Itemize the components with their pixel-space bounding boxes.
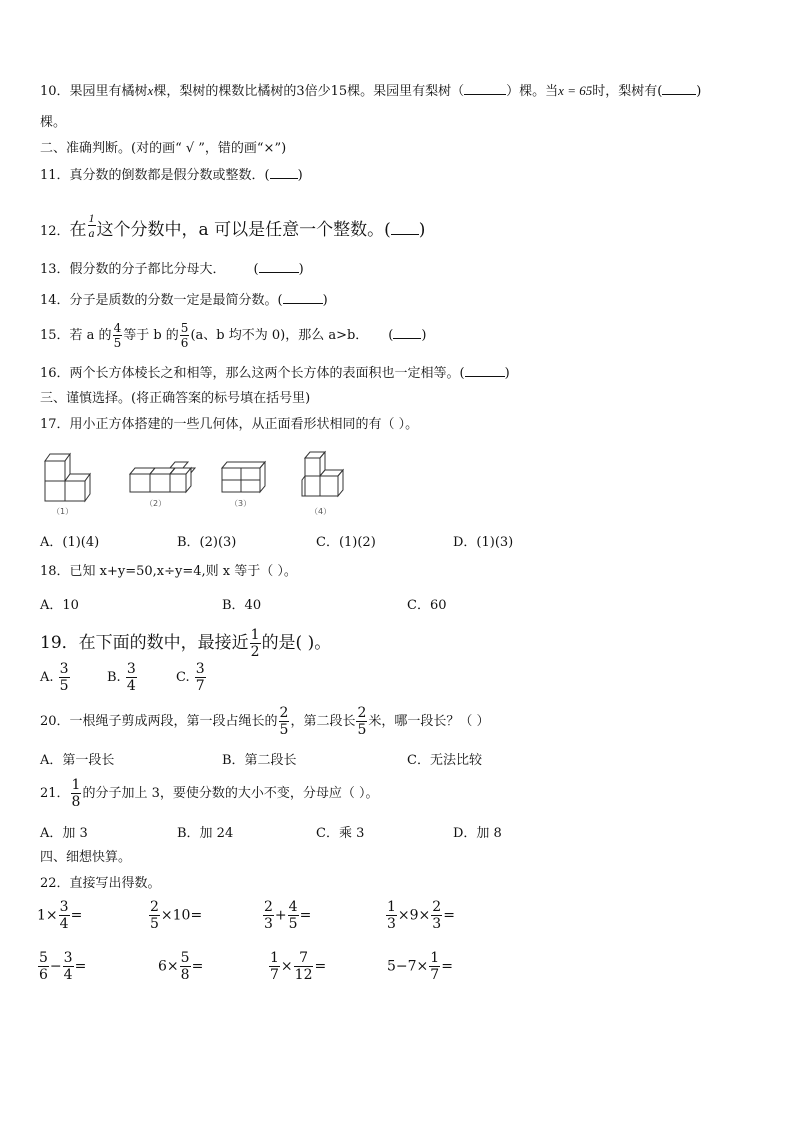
answer-blank[interactable] bbox=[393, 326, 421, 339]
answer-blank[interactable] bbox=[465, 364, 505, 377]
question-16: 16．两个长方体棱长之和相等，那么这两个长方体的表面积也一定相等。( ) bbox=[40, 366, 510, 381]
section-3-title: 三、谨慎选择。(将正确答案的标号填在括号里) bbox=[40, 391, 311, 406]
cube-figure-2 bbox=[130, 462, 195, 492]
expression-3: $\frac{2}{3}$ + $\frac{4}{5}$ = bbox=[264, 899, 312, 932]
option-a[interactable]: A. $\frac{3}{5}$ bbox=[40, 661, 69, 694]
expression-2: $\frac{2}{5}$ ×10= bbox=[150, 899, 203, 932]
option-c[interactable]: C．(1)(2) bbox=[316, 535, 376, 550]
expression-7: $\frac{1}{7}$ × $\frac{7}{12}$ = bbox=[270, 950, 327, 983]
answer-blank[interactable] bbox=[464, 82, 506, 95]
fraction-5-6: $\frac{5}{6}$ bbox=[180, 321, 189, 350]
answer-blank[interactable] bbox=[283, 291, 323, 304]
question-19: 19．在下面的数中，最接近 $\frac{1}{2}$ 的是( )。 bbox=[40, 627, 332, 660]
question-12: 12．在 $\frac{1}{a}$ 这个分数中，a 可以是任意一个整数。( ) bbox=[40, 211, 426, 240]
option-b[interactable]: B. $\frac{3}{4}$ bbox=[107, 661, 136, 694]
option-b[interactable]: B．第二段长 bbox=[222, 753, 297, 768]
option-a[interactable]: A．10 bbox=[40, 598, 79, 613]
figure-caption-2: （2） bbox=[145, 499, 167, 508]
option-b[interactable]: B．40 bbox=[222, 598, 262, 613]
fraction-2-5: $\frac{2}{5}$ bbox=[357, 705, 367, 738]
fraction-1-over-a: $\frac{1}{a}$ bbox=[88, 211, 95, 240]
section-4-title: 四、细想快算。 bbox=[40, 850, 132, 865]
question-10-cont: 棵。 bbox=[40, 115, 67, 130]
option-a[interactable]: A．第一段长 bbox=[40, 753, 115, 768]
expression-6: 6× $\frac{5}{8}$ = bbox=[158, 950, 204, 983]
question-14: 14．分子是质数的分数一定是最简分数。( ) bbox=[40, 293, 328, 308]
figure-caption-3: （3） bbox=[230, 499, 252, 508]
expression-1: 1× $\frac{3}{4}$ = bbox=[37, 899, 83, 932]
expression-5: $\frac{5}{6}$ − $\frac{3}{4}$ = bbox=[39, 950, 87, 983]
option-c[interactable]: C．乘 3 bbox=[316, 826, 365, 841]
expression-4: $\frac{1}{3}$ ×9× $\frac{2}{3}$ = bbox=[387, 899, 455, 932]
question-15: 15．若 a 的 $\frac{4}{5}$ 等于 b 的 $\frac{5}{6}$ (a、b 均不为 0)，那么 a>b． ( ) bbox=[40, 321, 427, 350]
answer-blank[interactable] bbox=[391, 222, 419, 235]
question-20: 20．一根绳子剪成两段，第一段占绳长的 $\frac{2}{5}$ ，第二段长 $\frac{2}{5}$ 米，哪一段长？（ ） bbox=[40, 705, 490, 738]
question-11: 11．真分数的倒数都是假分数或整数．( ) bbox=[40, 168, 303, 183]
section-2-title: 二、准确判断。(对的画“ √ ”，错的画“×”) bbox=[40, 141, 287, 156]
answer-blank[interactable] bbox=[259, 260, 299, 273]
option-a[interactable]: A．加 3 bbox=[40, 826, 88, 841]
question-18: 18．已知 x+y=50,x÷y=4,则 x 等于（ ）。 bbox=[40, 564, 297, 579]
figure-caption-4: （4） bbox=[310, 507, 332, 516]
expression-8: 5−7× $\frac{1}{7}$ = bbox=[387, 950, 453, 983]
option-b[interactable]: B．(2)(3) bbox=[177, 535, 237, 550]
option-b[interactable]: B．加 24 bbox=[177, 826, 234, 841]
fraction-1-8: $\frac{1}{8}$ bbox=[71, 777, 81, 810]
fraction-1-2: $\frac{1}{2}$ bbox=[250, 627, 260, 660]
cube-figure-3 bbox=[222, 462, 265, 492]
answer-blank[interactable] bbox=[662, 82, 696, 95]
cube-figure-4 bbox=[302, 452, 343, 496]
question-22: 22．直接写出得数。 bbox=[40, 876, 161, 891]
option-c[interactable]: C. $\frac{3}{7}$ bbox=[176, 661, 205, 694]
question-10: 10．果园里有橘树x棵，梨树的棵数比橘树的3倍少15棵。果园里有梨树（ ）棵。当x = 65时，梨树有( ) bbox=[40, 83, 702, 99]
option-d[interactable]: D．(1)(3) bbox=[453, 535, 514, 550]
option-d[interactable]: D．加 8 bbox=[453, 826, 502, 841]
option-a[interactable]: A．(1)(4) bbox=[40, 535, 100, 550]
cube-figure-1 bbox=[45, 454, 90, 501]
fraction-4-5: $\frac{4}{5}$ bbox=[113, 321, 122, 350]
question-17: 17．用小正方体搭建的一些几何体，从正面看形状相同的有（ ）。 bbox=[40, 417, 419, 432]
fraction-2-5: $\frac{2}{5}$ bbox=[279, 705, 289, 738]
option-c[interactable]: C．无法比较 bbox=[407, 753, 482, 768]
answer-blank[interactable] bbox=[270, 166, 298, 179]
figure-caption-1: （1） bbox=[52, 507, 74, 516]
option-c[interactable]: C．60 bbox=[407, 598, 447, 613]
cube-figures bbox=[30, 446, 360, 518]
question-13: 13．假分数的分子都比分母大． ( ) bbox=[40, 262, 304, 277]
question-21: 21． $\frac{1}{8}$ 的分子加上 3，要使分数的大小不变，分母应（ ）。 bbox=[40, 777, 379, 810]
